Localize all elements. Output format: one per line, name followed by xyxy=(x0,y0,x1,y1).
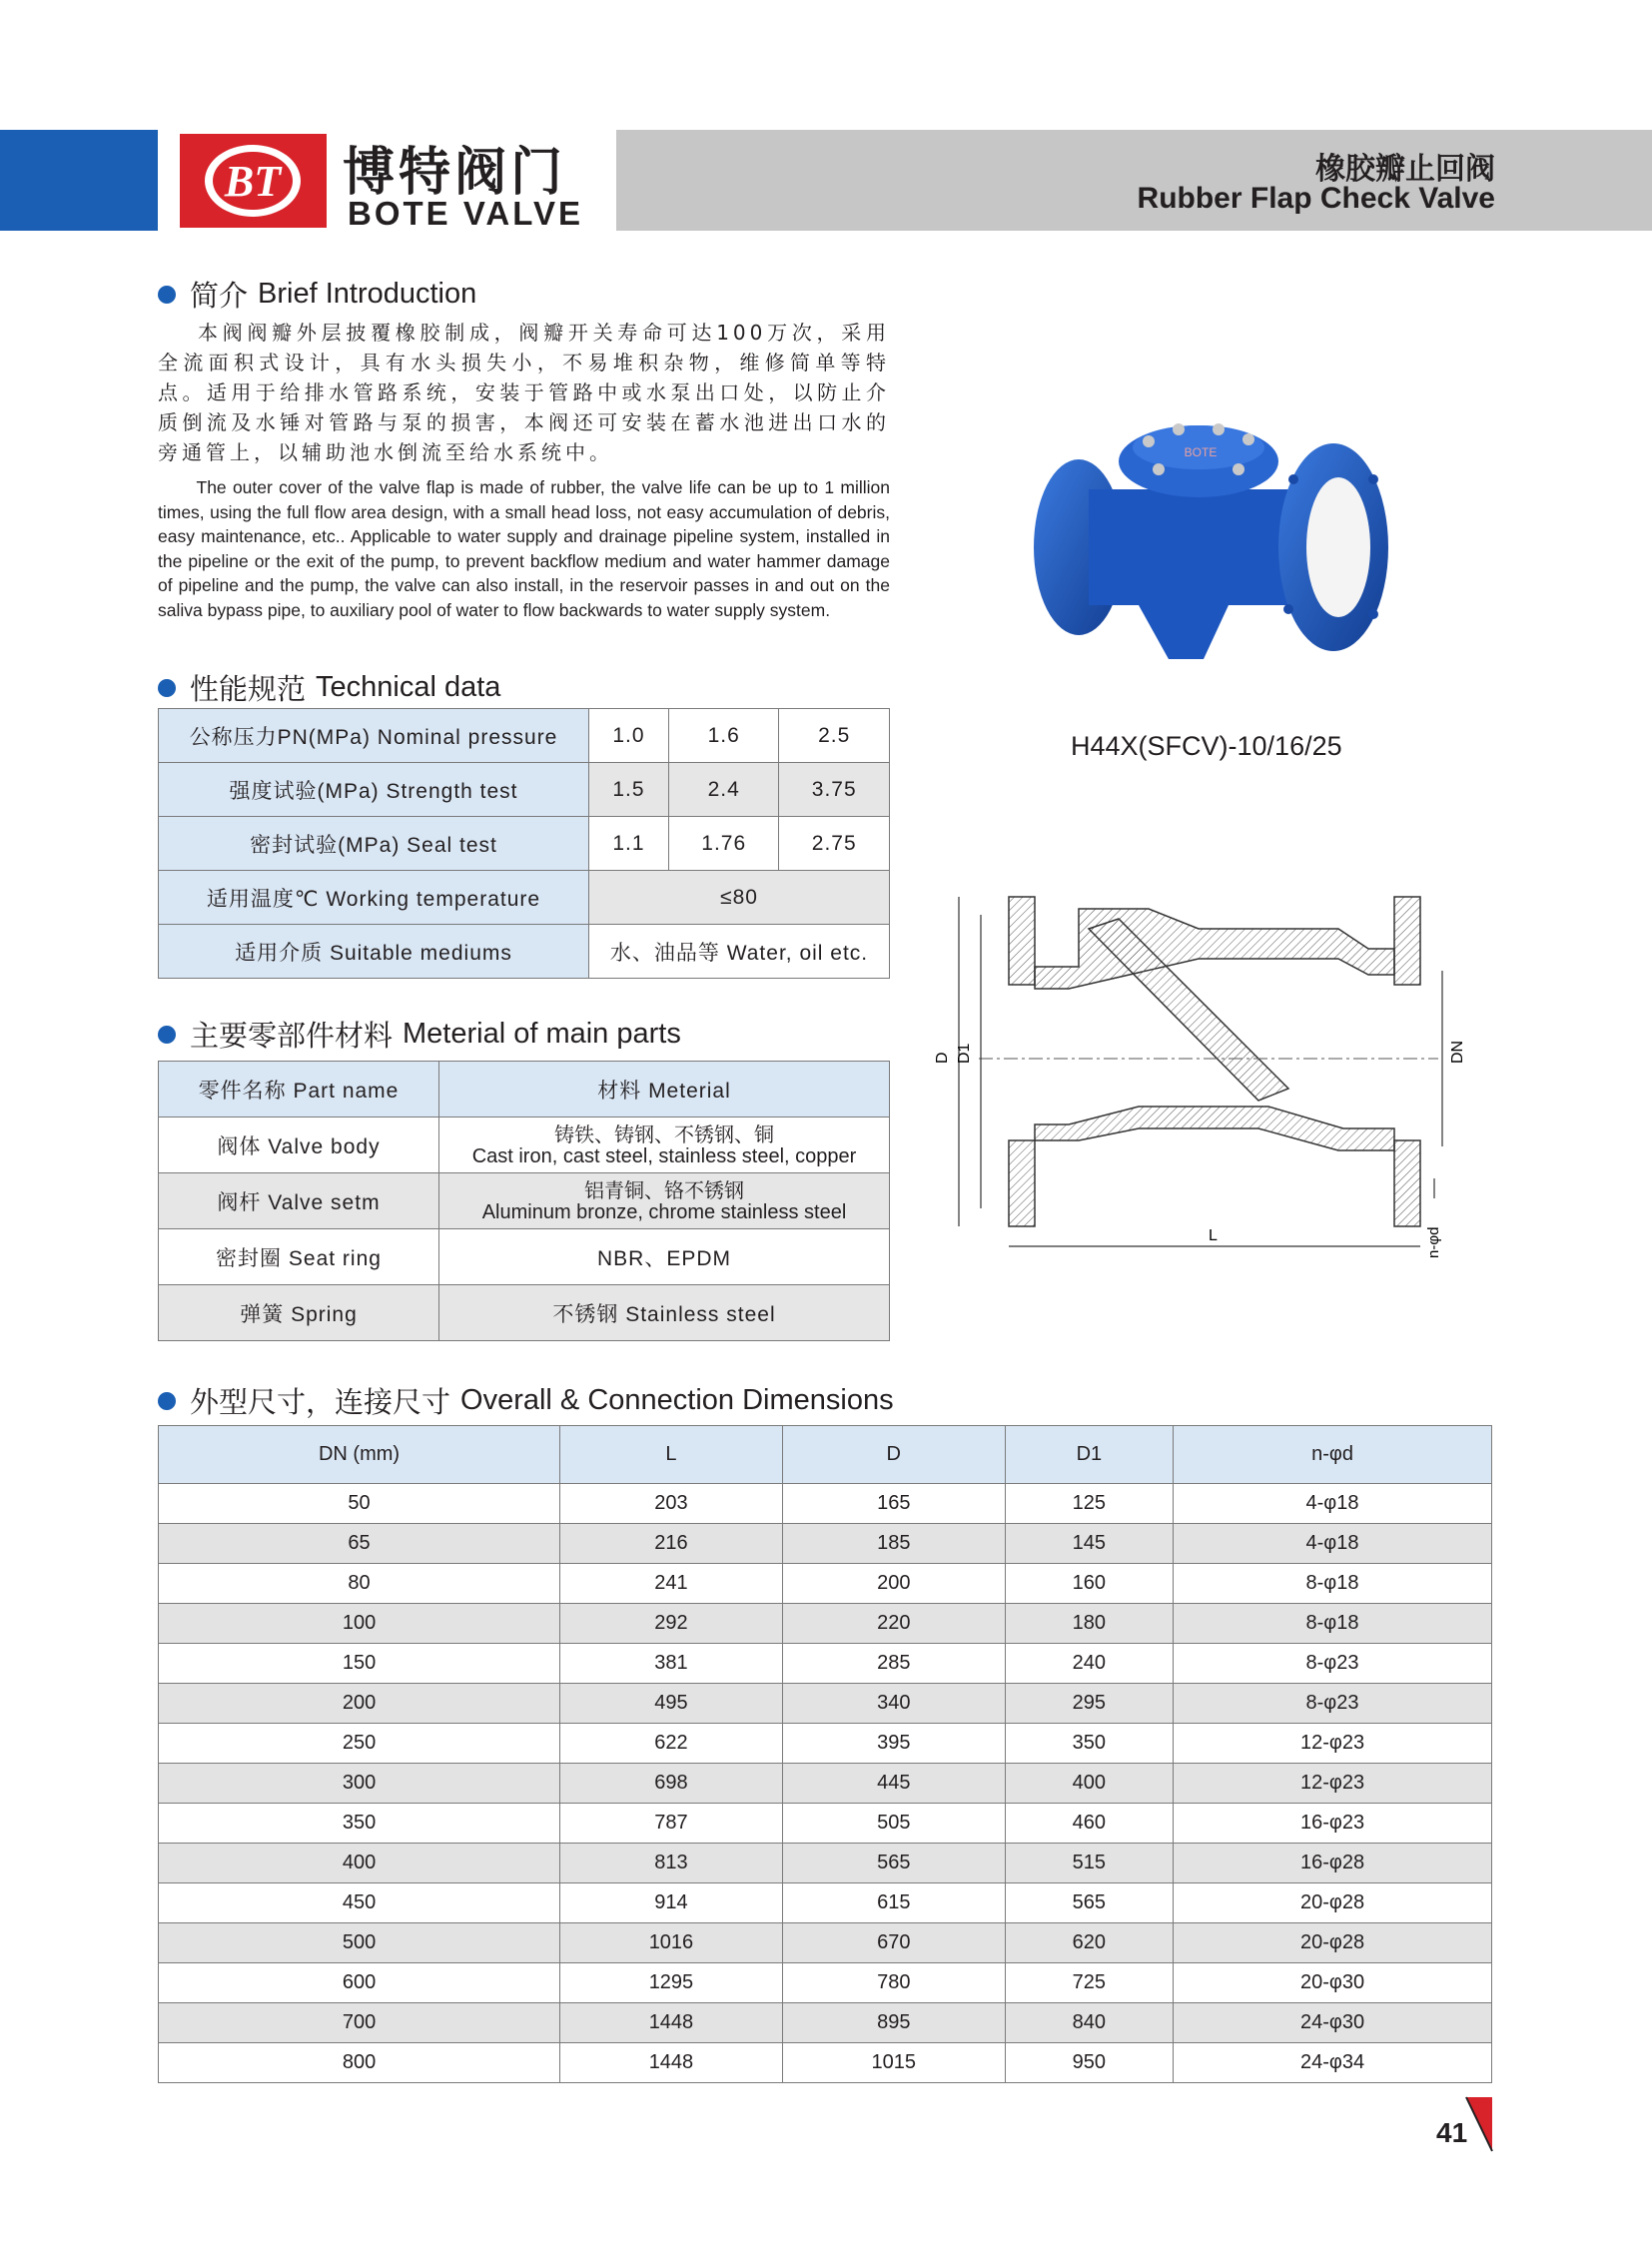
table-row xyxy=(159,1644,1492,1684)
table-cell: 725 xyxy=(1005,1963,1173,2003)
table-row xyxy=(159,1764,1492,1804)
table-cell: 400 xyxy=(1005,1764,1173,1804)
valve-photo-icon xyxy=(1029,409,1398,691)
dimensions-heading-cn: 外型尺寸，连接尺寸 xyxy=(190,1385,451,1419)
table-cell: 165 xyxy=(782,1484,1005,1524)
table-cell: 216 xyxy=(560,1524,783,1564)
logo-text: BT xyxy=(224,157,282,206)
table-cell: 615 xyxy=(782,1883,1005,1923)
table-cell: 200 xyxy=(782,1564,1005,1604)
table-cell: 670 xyxy=(782,1923,1005,1963)
table-cell: 密封圈 Seat ring xyxy=(159,1229,439,1285)
svg-text:DN: DN xyxy=(1449,1040,1466,1064)
table-cell: 914 xyxy=(560,1883,783,1923)
table-cell: 840 xyxy=(1005,2003,1173,2043)
intro-text-en: The outer cover of the valve flap is made of rubber, the valve life can be up to 1 million times, using the full flow area design, with a small head loss, not easy accumulation of debris, easy maintenance, etc.. Applicable to water supply and drainage pipeline system, installed in the pipeline or the exit of the pump, to prevent backflow medium and water hammer damage of pipeline and the pump, the valve can also install, in the reservoir passes in and out on the saliva bypass pipe, to auxiliary pool of water to flow backwards to water supply system. xyxy=(158,477,890,620)
page-number: 41 xyxy=(1436,2117,1468,2148)
table-cell: 铝青铜、铬不锈钢 Aluminum bronze, chrome stainless steel xyxy=(439,1173,890,1229)
page-corner-mark xyxy=(1464,2095,1494,2153)
page-title-cn: 橡胶瓣止回阀 xyxy=(1315,152,1495,187)
materials-heading-cn: 主要零部件材料 xyxy=(190,1019,394,1053)
column-header: D1 xyxy=(1005,1426,1173,1484)
table-cell: 1.1 xyxy=(589,817,669,871)
technical-heading xyxy=(158,667,500,708)
table-cell: 4-φ18 xyxy=(1174,1524,1492,1564)
table-row xyxy=(159,1804,1492,1844)
dimensions-heading xyxy=(158,1380,894,1421)
svg-text:n-φd: n-φd xyxy=(1425,1226,1442,1258)
table-cell: 185 xyxy=(782,1524,1005,1564)
column-header: n-φd xyxy=(1174,1426,1492,1484)
table-cell: 895 xyxy=(782,2003,1005,2043)
table-cell: 460 xyxy=(1005,1804,1173,1844)
table-cell: 阀体 Valve body xyxy=(159,1118,439,1173)
intro-heading-en: Brief Introduction xyxy=(258,278,477,310)
table-row xyxy=(159,709,890,763)
table-cell: 622 xyxy=(560,1724,783,1764)
table-row xyxy=(159,1285,890,1341)
header-gray-band xyxy=(616,130,1652,231)
svg-text:BOTE: BOTE xyxy=(1184,445,1218,459)
table-row xyxy=(159,2043,1492,2083)
table-row xyxy=(159,1173,890,1229)
header-blue-block xyxy=(0,130,158,231)
model-number: H44X(SFCV)-10/16/25 xyxy=(1071,731,1342,761)
table-row xyxy=(159,2003,1492,2043)
table-cell: 241 xyxy=(560,1564,783,1604)
table-cell: 12-φ23 xyxy=(1174,1764,1492,1804)
table-cell: 600 xyxy=(159,1963,560,2003)
table-header-row xyxy=(159,1426,1492,1484)
bullet-icon xyxy=(158,679,176,697)
page-title-en: Rubber Flap Check Valve xyxy=(1137,182,1495,215)
table-cell: 381 xyxy=(560,1644,783,1684)
table-row xyxy=(159,763,890,817)
table-cell: 8-φ23 xyxy=(1174,1684,1492,1724)
table-header-cell: 零件名称 Part name xyxy=(159,1062,439,1118)
table-cell: 250 xyxy=(159,1724,560,1764)
table-cell: 203 xyxy=(560,1484,783,1524)
brand-name-cn: 博特阀门 xyxy=(343,143,567,203)
bullet-icon xyxy=(158,1392,176,1410)
table-cell: 145 xyxy=(1005,1524,1173,1564)
logo-mark-icon xyxy=(180,134,327,228)
technical-heading-cn: 性能规范 xyxy=(190,672,307,706)
table-cell: 2.4 xyxy=(668,763,779,817)
table-cell: 200 xyxy=(159,1684,560,1724)
table-row xyxy=(159,1604,1492,1644)
table-cell: 16-φ23 xyxy=(1174,1804,1492,1844)
table-cell: 2.75 xyxy=(779,817,890,871)
table-cell: 阀杆 Valve setm xyxy=(159,1173,439,1229)
table-cell: 弹簧 Spring xyxy=(159,1285,439,1341)
table-cell: 24-φ30 xyxy=(1174,2003,1492,2043)
table-row xyxy=(159,871,890,925)
table-cell: 1448 xyxy=(560,2003,783,2043)
table-cell: 1448 xyxy=(560,2043,783,2083)
section-drawing-icon xyxy=(934,879,1478,1268)
table-cell: 16-φ28 xyxy=(1174,1844,1492,1883)
table-cell: 445 xyxy=(782,1764,1005,1804)
table-cell: 8-φ18 xyxy=(1174,1604,1492,1644)
table-cell: 295 xyxy=(1005,1684,1173,1724)
table-cell: 180 xyxy=(1005,1604,1173,1644)
table-cell: 350 xyxy=(159,1804,560,1844)
table-row xyxy=(159,925,890,979)
column-header: L xyxy=(560,1426,783,1484)
table-cell: 565 xyxy=(782,1844,1005,1883)
table-cell: 505 xyxy=(782,1804,1005,1844)
brand-logo xyxy=(180,134,327,228)
table-cell: 1015 xyxy=(782,2043,1005,2083)
table-cell: 160 xyxy=(1005,1564,1173,1604)
table-cell: 1016 xyxy=(560,1923,783,1963)
table-cell: 400 xyxy=(159,1844,560,1883)
table-cell: 24-φ34 xyxy=(1174,2043,1492,2083)
table-cell: 1.6 xyxy=(668,709,779,763)
table-cell: 密封试验(MPa) Seal test xyxy=(159,817,589,871)
table-cell: 620 xyxy=(1005,1923,1173,1963)
table-cell: 813 xyxy=(560,1844,783,1883)
table-cell: 1.5 xyxy=(589,763,669,817)
table-cell: 285 xyxy=(782,1644,1005,1684)
table-cell: 1.76 xyxy=(668,817,779,871)
table-cell: 395 xyxy=(782,1724,1005,1764)
corner-triangle-icon xyxy=(1464,2095,1494,2153)
table-cell: 8-φ23 xyxy=(1174,1644,1492,1684)
table-row xyxy=(159,1963,1492,2003)
table-cell: 65 xyxy=(159,1524,560,1564)
table-cell: 公称压力PN(MPa) Nominal pressure xyxy=(159,709,589,763)
svg-text:L: L xyxy=(1209,1227,1218,1244)
table-cell: 340 xyxy=(782,1684,1005,1724)
table-cell: 12-φ23 xyxy=(1174,1724,1492,1764)
svg-text:D: D xyxy=(934,1052,951,1064)
table-cell: 950 xyxy=(1005,2043,1173,2083)
intro-heading-cn: 简介 xyxy=(190,279,249,313)
column-header: D xyxy=(782,1426,1005,1484)
table-cell: 铸铁、铸钢、不锈钢、铜 Cast iron, cast steel, stainless steel, copper xyxy=(439,1118,890,1173)
materials-table xyxy=(158,1061,890,1341)
table-cell: 450 xyxy=(159,1883,560,1923)
table-cell: 292 xyxy=(560,1604,783,1644)
table-cell: 787 xyxy=(560,1804,783,1844)
table-cell: 20-φ28 xyxy=(1174,1883,1492,1923)
intro-heading xyxy=(158,274,476,315)
table-cell: 700 xyxy=(159,2003,560,2043)
table-cell: 20-φ30 xyxy=(1174,1963,1492,2003)
table-cell: 150 xyxy=(159,1644,560,1684)
table-header-cell: 材料 Meterial xyxy=(439,1062,890,1118)
dimensions-table xyxy=(158,1425,1492,2083)
table-cell: 1295 xyxy=(560,1963,783,2003)
valve-section-diagram xyxy=(934,879,1478,1268)
table-cell: 500 xyxy=(159,1923,560,1963)
materials-heading xyxy=(158,1014,681,1055)
table-cell: 350 xyxy=(1005,1724,1173,1764)
table-cell: 780 xyxy=(782,1963,1005,2003)
dimensions-heading-en: Overall & Connection Dimensions xyxy=(460,1384,894,1416)
table-cell: ≤80 xyxy=(589,871,890,925)
table-cell: 8-φ18 xyxy=(1174,1564,1492,1604)
bullet-icon xyxy=(158,1026,176,1044)
bullet-icon xyxy=(158,286,176,304)
table-cell: 强度试验(MPa) Strength test xyxy=(159,763,589,817)
table-cell: 565 xyxy=(1005,1883,1173,1923)
product-photo xyxy=(1029,409,1398,691)
table-cell: 80 xyxy=(159,1564,560,1604)
table-row xyxy=(159,1923,1492,1963)
table-cell: 适用温度℃ Working temperature xyxy=(159,871,589,925)
table-cell: 125 xyxy=(1005,1484,1173,1524)
technical-table xyxy=(158,708,890,979)
table-cell: 1.0 xyxy=(589,709,669,763)
table-cell: 515 xyxy=(1005,1844,1173,1883)
table-cell: 495 xyxy=(560,1684,783,1724)
table-row xyxy=(159,1684,1492,1724)
table-row xyxy=(159,1229,890,1285)
table-cell: NBR、EPDM xyxy=(439,1229,890,1285)
table-row xyxy=(159,1524,1492,1564)
table-row xyxy=(159,1883,1492,1923)
table-cell: 800 xyxy=(159,2043,560,2083)
table-cell: 适用介质 Suitable mediums xyxy=(159,925,589,979)
table-cell: 50 xyxy=(159,1484,560,1524)
table-row xyxy=(159,1564,1492,1604)
table-row xyxy=(159,1844,1492,1883)
table-row xyxy=(159,1118,890,1173)
table-cell: 100 xyxy=(159,1604,560,1644)
materials-heading-en: Meterial of main parts xyxy=(403,1018,681,1050)
table-cell: 300 xyxy=(159,1764,560,1804)
table-row xyxy=(159,1062,890,1118)
table-cell: 698 xyxy=(560,1764,783,1804)
table-cell: 水、油品等 Water, oil etc. xyxy=(589,925,890,979)
table-cell: 20-φ28 xyxy=(1174,1923,1492,1963)
intro-text-cn: 本阀阀瓣外层披覆橡胶制成，阀瓣开关寿命可达100万次，采用全流面积式设计，具有水头损失小，不易堆积杂物，维修简单等特点。适用于给排水管路系统，安装于管路中或水泵出口处，以防止介质倒流及水锤对管路与泵的损害，本阀还可安装在蓄水池进出口水的旁通管上，以辅助池水倒流至给水系统中。 xyxy=(158,321,890,464)
table-cell: 3.75 xyxy=(779,763,890,817)
table-cell: 240 xyxy=(1005,1644,1173,1684)
table-cell: 4-φ18 xyxy=(1174,1484,1492,1524)
table-row xyxy=(159,1484,1492,1524)
table-row xyxy=(159,1724,1492,1764)
brand-name-en: BOTE VALVE xyxy=(348,195,583,232)
svg-text:D1: D1 xyxy=(956,1043,973,1064)
technical-heading-en: Technical data xyxy=(316,671,501,703)
table-row xyxy=(159,817,890,871)
table-cell: 2.5 xyxy=(779,709,890,763)
column-header: DN (mm) xyxy=(159,1426,560,1484)
table-cell: 220 xyxy=(782,1604,1005,1644)
table-cell: 不锈钢 Stainless steel xyxy=(439,1285,890,1341)
